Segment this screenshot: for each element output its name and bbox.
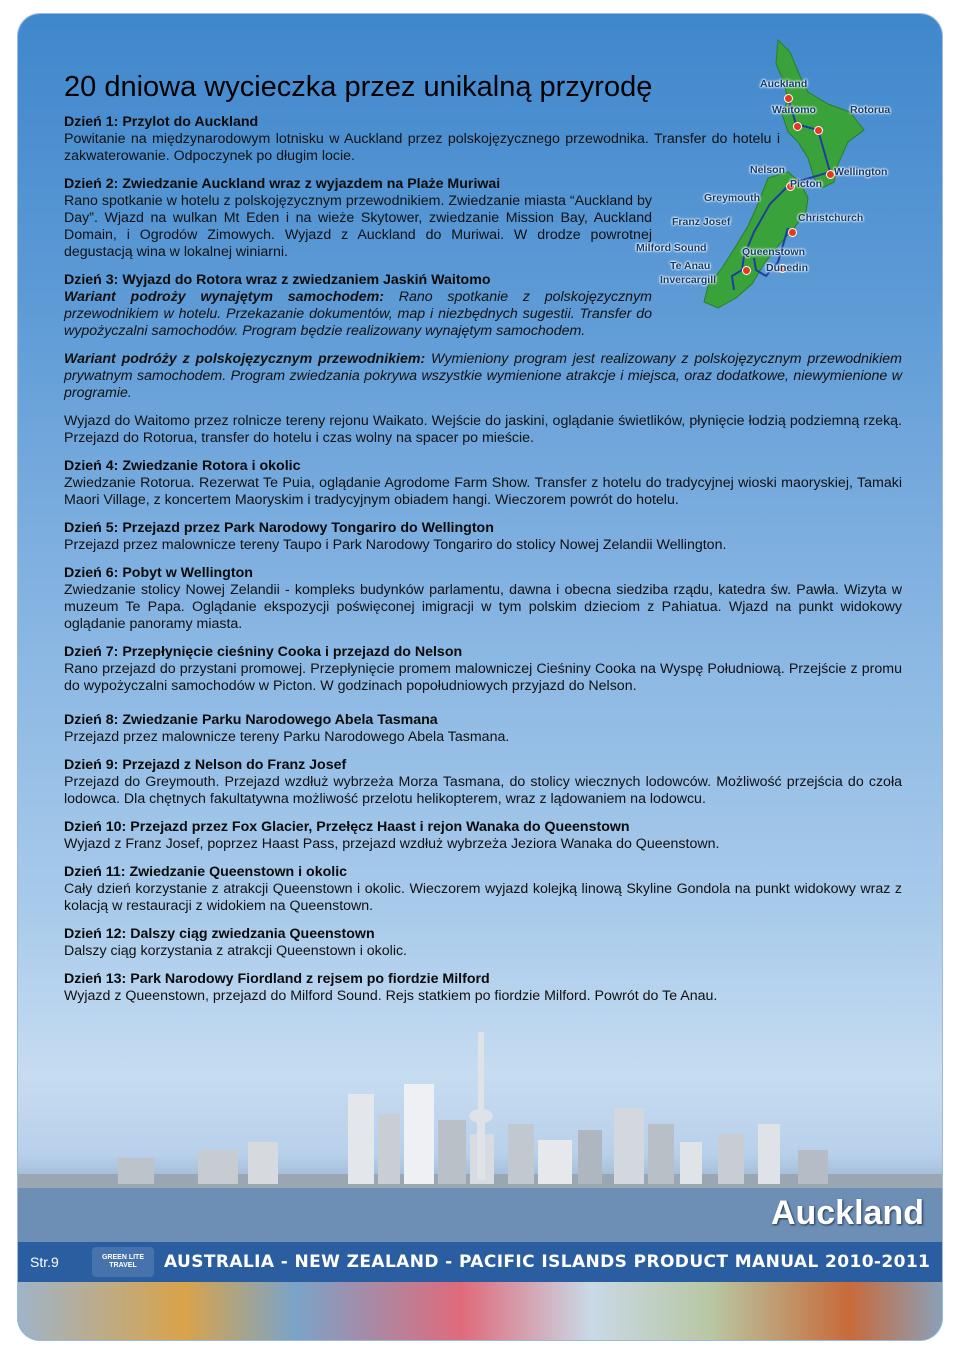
day-3-variant-car: [64, 289, 652, 340]
day-12-text: Dalszy ciąg korzystania z atrakcji Queenstown i okolic.: [64, 943, 408, 959]
map-label-dunedin: Dunedin: [766, 262, 808, 274]
map-label-milford-sound: Milford Sound: [636, 242, 707, 254]
day-2-title: Dzień 2: Zwiedzanie Auckland wraz z wyjazdem na Plaże Muriwai: [64, 176, 501, 192]
day-8-text: Przejazd przez malownicze tereny Parku Narodowego Abela Tasmana.: [64, 729, 510, 745]
day-8-title: Dzień 8: Zwiedzanie Parku Narodowego Abela Tasmana: [64, 712, 438, 728]
map-label-picton: Picton: [790, 178, 823, 190]
skyline-city-label: Auckland: [770, 1194, 924, 1232]
green-lite-travel-logo: GREEN LITE TRAVEL: [92, 1247, 154, 1277]
itinerary-content: [64, 70, 902, 1016]
day-13-text: Wyjazd z Queenstown, przejazd do Milford Sound. Rejs statkiem po fiordzie Milford. Powrót do Te Anau.: [64, 988, 718, 1004]
day-3-variant-car-text: Rano spotkanie z polskojęzycznym przewodnikiem w hotelu. Przekazanie dokumentów, map i niezbędnych sugestii. Transfer do wypożyczalni samochodów. Program będzie realizowany wynajętym samochodem.: [64, 289, 652, 339]
day-11-text: Cały dzień korzystanie z atrakcji Queenstown i okolic. Wieczorem wyjazd kolejką linową Skyline Gondola na punkt widokowy wraz z kolacją w restauracji z widokiem na Queenstown.: [64, 881, 902, 914]
day-8: [64, 712, 902, 746]
day-4: [64, 458, 902, 509]
map-label-wellington: Wellington: [834, 166, 888, 178]
map-label-nelson: Nelson: [750, 164, 786, 176]
map-label-franz-josef: Franz Josef: [672, 216, 731, 228]
day-3-text: Wyjazd do Waitomo przez rolnicze tereny rejonu Waikato. Wejście do jaskini, oglądanie świetlików, płynięcie łodzią podziemną rzeką. Przejazd do Rotorua, transfer do hotelu i czas wolny na spacer po mieście.: [64, 413, 902, 446]
day-1-text: Powitanie na międzynarodowym lotnisku w Auckland przez polskojęzycznego przewodnika. Transfer do hotelu i zakwaterowanie. Odpoczynek po długim locie.: [64, 131, 780, 164]
day-9-title: Dzień 9: Przejazd z Nelson do Franz Josef: [64, 757, 347, 773]
day-1: [64, 114, 780, 165]
day-1-title: Dzień 1: Przylot do Auckland: [64, 114, 259, 130]
day-11-title: Dzień 11: Zwiedzanie Queenstown i okolic: [64, 864, 348, 880]
map-label-greymouth: Greymouth: [704, 192, 761, 204]
map-label-waitomo: Waitomo: [772, 104, 816, 116]
day-11: [64, 864, 902, 915]
product-manual-banner: AUSTRALIA - NEW ZEALAND - PACIFIC ISLANDS PRODUCT MANUAL 2010-2011: [164, 1252, 931, 1272]
day-3-variant-guide: [64, 351, 902, 402]
day-5-text: Przejazd przez malownicze tereny Taupo i Park Narodowy Tongariro do stolicy Nowej Zelandii Wellington.: [64, 537, 727, 553]
day-3-variant-guide-label: Wariant podróży z polskojęzycznym przewodnikiem:: [64, 351, 426, 367]
day-12: [64, 926, 902, 960]
day-6: [64, 565, 902, 633]
day-10-text: Wyjazd z Franz Josef, poprzez Haast Pass, przejazd wzdłuż wybrzeża Jeziora Wanaka do Queenstown.: [64, 836, 720, 852]
day-10-title: Dzień 10: Przejazd przez Fox Glacier, Przełęcz Haast i rejon Wanaka do Queenstown: [64, 819, 630, 835]
day-6-text: Zwiedzanie stolicy Nowej Zelandii - kompleks budynków parlamentu, dawna i obecna siedziba rządu, katedra św. Pawła. Wizyta w muzeum Te Papa. Oglądanie ekspozycji poświęconej imigracji w tym polskim dzieciom z Pahiatua. Wjazd na punkt widokowy oglądanie panoramy miasta.: [64, 582, 902, 632]
day-7-text: Rano przejazd do przystani promowej. Przepłynięcie promem malowniczej Cieśniny Cooka na Wyspę Południową. Przejście z promu do wypożyczalni samochodów w Picton. W godzinach popołudniowych przyjazd do Nelson.: [64, 661, 902, 694]
footer-banner: [18, 1242, 942, 1282]
day-4-title: Dzień 4: Zwiedzanie Rotora i okolic: [64, 458, 301, 474]
day-2-text: Rano spotkanie w hotelu z polskojęzycznym przewodnikiem. Zwiedzanie miasta “Auckland by Day”. Wjazd na wulkan Mt Eden i na wieże Skytower, zwiedzanie Mission Bay, Auckland Domain, i Ogrodów Zimowych. Wyjazd z Auckland do Muriwai. W drodze powrotnej degustacją wina w lokalnej winiarni.: [64, 193, 652, 260]
day-7: [64, 644, 902, 695]
day-12-title: Dzień 12: Dalszy ciąg zwiedzania Queenstown: [64, 926, 375, 942]
map-label-christchurch: Christchurch: [798, 212, 864, 224]
map-label-invercargill: Invercargill: [660, 274, 717, 286]
day-3-variant-guide-text: Wymieniony program jest realizowany z polskojęzycznym przewodnikiem prywatnym samochodem. Program zwiedzania pokrywa wszystkie wymienione atrakcje i miejsca, oraz dodatkowe, niewymienione w programie.: [64, 351, 902, 401]
day-5-title: Dzień 5: Przejazd przez Park Narodowy Tongariro do Wellington: [64, 520, 494, 536]
day-7-title: Dzień 7: Przepłynięcie cieśniny Cooka i przejazd do Nelson: [64, 644, 463, 660]
day-6-title: Dzień 6: Pobyt w Wellington: [64, 565, 253, 581]
map-label-te-anau: Te Anau: [670, 260, 711, 272]
page-title: 20 dniowa wycieczka przez unikalną przyrodę: [64, 71, 653, 103]
day-13: [64, 971, 902, 1005]
map-label-queenstown: Queenstown: [742, 246, 806, 258]
day-9-text: Przejazd do Greymouth. Przejazd wzdłuż wybrzeża Morza Tasmana, do stolicy wiecznych lodowców. Możliwość przejścia do czoła lodowca. Dla chętnych fakultatywna możliwość przelotu helikopterem, wraz z lądowaniem na lodowcu.: [64, 774, 902, 807]
day-2: [64, 176, 652, 261]
day-4-text: Zwiedzanie Rotorua. Rezerwat Te Puia, oglądanie Agrodome Farm Show. Transfer z hotelu do tradycyjnej wioski maoryskiej, Tamaki Maori Village, z koncertem Maoryskim i tradycyjnym obiadem hangi. Wieczorem powrót do hotelu.: [64, 475, 902, 508]
travel-photo-strip: [18, 1282, 942, 1340]
day-3: [64, 272, 902, 447]
day-10: [64, 819, 902, 853]
day-5: [64, 520, 902, 554]
page-number: Str.9: [30, 1254, 59, 1270]
day-3-title: Dzień 3: Wyjazd do Rotora wraz z zwiedzaniem Jaskiń Waitomo: [64, 272, 491, 288]
map-label-auckland: Auckland: [760, 78, 808, 90]
day-3-variant-car-label: Wariant podroży wynajętym samochodem:: [64, 289, 384, 305]
day-13-title: Dzień 13: Park Narodowy Fiordland z rejsem po fiordzie Milford: [64, 971, 490, 987]
page-background: [18, 14, 942, 1340]
map-label-rotorua: Rotorua: [850, 104, 891, 116]
day-9: [64, 757, 902, 808]
